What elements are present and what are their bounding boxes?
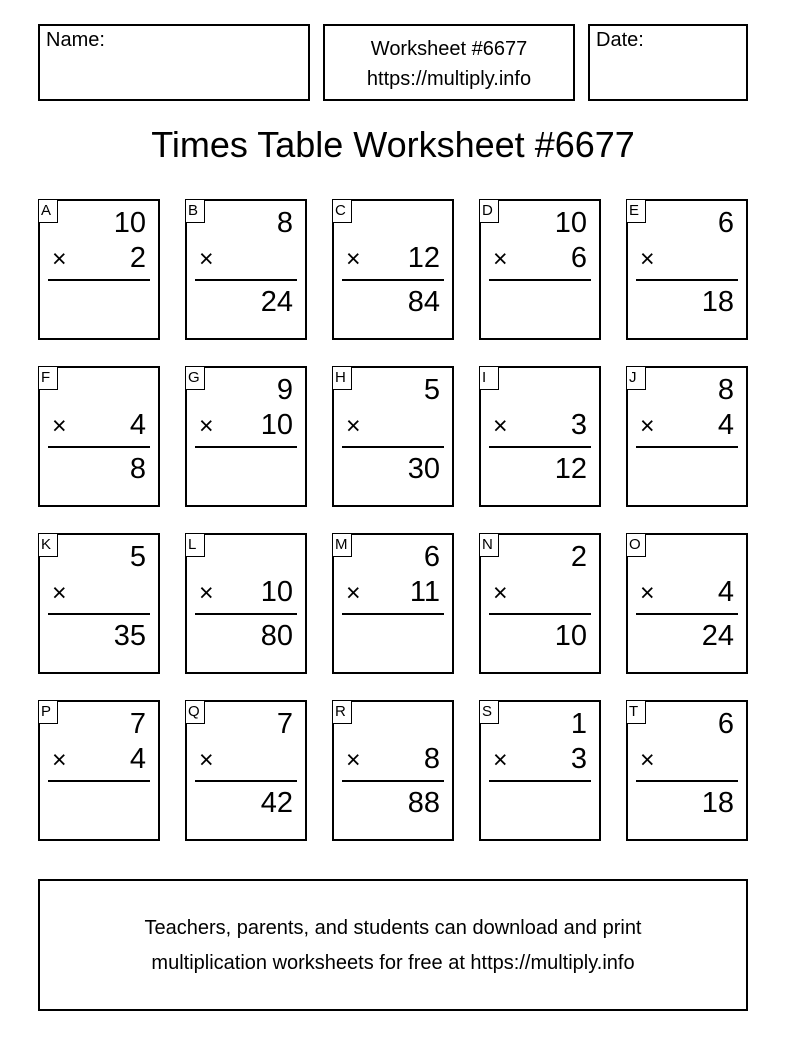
problem-card	[332, 533, 454, 674]
answer-line	[489, 780, 591, 782]
answer-line	[48, 446, 150, 448]
times-symbol: ×	[346, 746, 361, 774]
top-factor: 5	[129, 541, 146, 573]
bottom-factor: 6	[570, 242, 587, 274]
problem-card	[185, 199, 307, 340]
times-symbol: ×	[640, 579, 655, 607]
top-factor: 8	[717, 374, 734, 406]
top-factor: 6	[717, 207, 734, 239]
bottom-factor: 4	[717, 409, 734, 441]
bottom-factor: 3	[570, 409, 587, 441]
bottom-factor: 4	[717, 576, 734, 608]
page-title: Times Table Worksheet #6677	[151, 124, 635, 165]
answer-line	[195, 446, 297, 448]
times-symbol: ×	[346, 412, 361, 440]
problem-letter: C	[332, 199, 352, 223]
product: 30	[407, 453, 440, 485]
times-symbol: ×	[640, 746, 655, 774]
times-symbol: ×	[640, 245, 655, 273]
problem-letter: O	[626, 533, 646, 557]
problem-card	[185, 533, 307, 674]
bottom-factor: 10	[260, 576, 293, 608]
answer-line	[636, 279, 738, 281]
problem-letter: R	[332, 700, 352, 724]
top-factor: 6	[717, 708, 734, 740]
problem-letter: S	[479, 700, 499, 724]
answer-line	[195, 780, 297, 782]
top-factor: 9	[276, 374, 293, 406]
product: 8	[129, 453, 146, 485]
footer-line-1: Teachers, parents, and students can download and print	[144, 917, 642, 939]
name-box	[38, 24, 310, 101]
answer-line	[48, 279, 150, 281]
answer-line	[489, 613, 591, 615]
times-symbol: ×	[346, 245, 361, 273]
product: 10	[554, 620, 587, 652]
answer-line	[195, 613, 297, 615]
problem-card	[479, 366, 601, 507]
problem-letter: J	[626, 366, 646, 390]
problem-card	[332, 700, 454, 841]
footer-line-2: multiplication worksheets for free at https://multiply.info	[151, 952, 635, 974]
problem-letter: B	[185, 199, 205, 223]
problem-letter: K	[38, 533, 58, 557]
product: 35	[113, 620, 146, 652]
problem-letter: M	[332, 533, 352, 557]
problem-card	[479, 199, 601, 340]
product: 18	[701, 787, 734, 819]
times-symbol: ×	[52, 245, 67, 273]
answer-line	[342, 446, 444, 448]
answer-line	[48, 613, 150, 615]
name-label: Name:	[46, 29, 105, 51]
problem-letter: I	[479, 366, 499, 390]
answer-line	[489, 446, 591, 448]
product: 24	[260, 286, 293, 318]
answer-line	[342, 613, 444, 615]
bottom-factor: 12	[407, 242, 440, 274]
bottom-factor: 11	[409, 576, 440, 608]
top-factor: 6	[423, 541, 440, 573]
date-box	[588, 24, 748, 101]
answer-line	[636, 780, 738, 782]
product: 80	[260, 620, 293, 652]
times-symbol: ×	[493, 245, 508, 273]
problem-letter: E	[626, 199, 646, 223]
problem-card	[185, 700, 307, 841]
problem-card	[38, 700, 160, 841]
problem-letter: N	[479, 533, 499, 557]
problem-card	[38, 199, 160, 340]
top-factor: 10	[113, 207, 146, 239]
bottom-factor: 4	[129, 743, 146, 775]
problem-card	[332, 199, 454, 340]
worksheet-url: https://multiply.info	[366, 68, 532, 90]
bottom-factor: 3	[570, 743, 587, 775]
problem-card	[479, 533, 601, 674]
times-symbol: ×	[640, 412, 655, 440]
problem-letter: H	[332, 366, 352, 390]
problem-card	[332, 366, 454, 507]
problem-letter: G	[185, 366, 205, 390]
top-factor: 1	[570, 708, 587, 740]
top-factor: 10	[554, 207, 587, 239]
times-symbol: ×	[199, 579, 214, 607]
times-symbol: ×	[199, 412, 214, 440]
product: 18	[701, 286, 734, 318]
worksheet-id-box	[323, 24, 575, 101]
times-symbol: ×	[199, 245, 214, 273]
top-factor: 2	[570, 541, 587, 573]
top-factor: 5	[423, 374, 440, 406]
times-symbol: ×	[199, 746, 214, 774]
top-factor: 7	[276, 708, 293, 740]
worksheet-number: Worksheet #6677	[370, 38, 528, 60]
times-symbol: ×	[493, 412, 508, 440]
problem-card	[626, 199, 748, 340]
bottom-factor: 4	[129, 409, 146, 441]
times-symbol: ×	[493, 746, 508, 774]
problem-letter: D	[479, 199, 499, 223]
answer-line	[636, 446, 738, 448]
product: 12	[554, 453, 587, 485]
problem-letter: A	[38, 199, 58, 223]
bottom-factor: 8	[423, 743, 440, 775]
answer-line	[195, 279, 297, 281]
product: 42	[260, 787, 293, 819]
product: 84	[407, 286, 440, 318]
problem-card	[626, 533, 748, 674]
answer-line	[342, 780, 444, 782]
answer-line	[48, 780, 150, 782]
problem-letter: F	[38, 366, 58, 390]
bottom-factor: 10	[260, 409, 293, 441]
bottom-factor: 2	[129, 242, 146, 274]
problem-card	[38, 366, 160, 507]
problem-card	[626, 700, 748, 841]
problem-letter: L	[185, 533, 205, 557]
answer-line	[489, 279, 591, 281]
product: 24	[701, 620, 734, 652]
times-symbol: ×	[52, 412, 67, 440]
times-symbol: ×	[346, 579, 361, 607]
times-symbol: ×	[52, 746, 67, 774]
product: 88	[407, 787, 440, 819]
problem-letter: P	[38, 700, 58, 724]
problem-letter: T	[626, 700, 646, 724]
answer-line	[342, 279, 444, 281]
top-factor: 8	[276, 207, 293, 239]
problem-card	[185, 366, 307, 507]
problem-card	[626, 366, 748, 507]
times-symbol: ×	[52, 579, 67, 607]
problem-letter: Q	[185, 700, 205, 724]
answer-line	[636, 613, 738, 615]
footer-box	[38, 879, 748, 1011]
problem-card	[479, 700, 601, 841]
problem-card	[38, 533, 160, 674]
top-factor: 7	[129, 708, 146, 740]
times-symbol: ×	[493, 579, 508, 607]
date-label: Date:	[596, 29, 644, 51]
